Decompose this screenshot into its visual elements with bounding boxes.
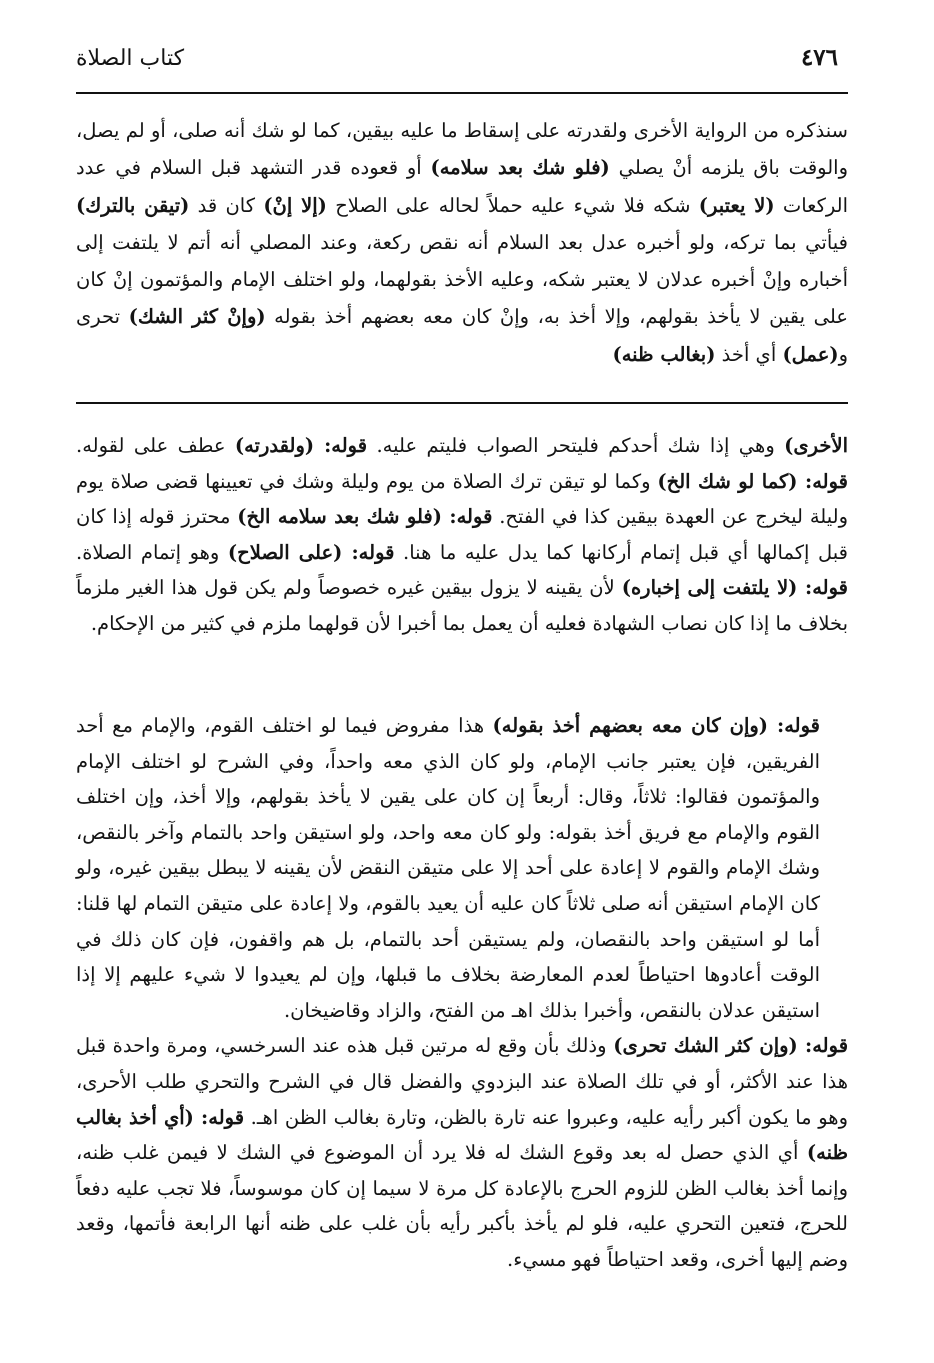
- text-run: وكما لو تيقن ترك الصلاة من يوم وليلة وشك في تعيينها قضى صلاة يوم وليلة ليخرج عن العهدة بيقين كذا في الفتح.: [76, 469, 848, 529]
- text-run: هذا مفروض فيما لو اختلف القوم، والإمام مع أحد الفريقين، فإن يعتبر جانب الإمام، ولو كان الذي معه واحداً، وفي الشرح لو اختلف الإمام والمؤتمون فقالوا: ثلاثاً، وقال: أربعاً إن كان على يقين لا يأخذ بقولهم، وإلا أخذ، وإن اختلف القوم والإمام مع فريق أخذ بقوله: ولو كان معه واحد، ولو استيقن واحد بالتمام وآخر بالنقص، وشك الإمام والقوم لا إعادة على أحد إلا على متيقن النقض لأن يقينه لا يبطل بيقين غيره، ولو كان الإمام استيقن أنه صلى ثلاثاً كان عليه أن يعيد بالقوم، ولا إعادة على متيقن التمام لها قلنا: أما لو استيقن واحد بالنقصان، ولم يستيقن أحد بالتمام، بل هم واقفون، فإن كان ذلك في الوقت أعادوها احتياطاً لعدم المعارضة بخلاف ما قبلها، وإن لم يعيدوا لا شيء عليهم إلا إذا استيقن عدلان بالنقص، وأخبرا بذلك اهـ من الفتح، والزاد وقاضيخان.: [76, 714, 820, 1022]
- bold-phrase: قوله: (لا يلتفت إلى إخباره): [621, 576, 848, 600]
- bold-phrase: (عمل): [782, 342, 839, 366]
- bold-phrase: قوله: (فلو شك بعد سلامه الخ): [237, 505, 493, 529]
- paragraph: [76, 1028, 848, 1277]
- bold-phrase: قوله: (وإن كثر الشك تحرى): [613, 1034, 849, 1058]
- header-divider: [76, 92, 848, 94]
- commentary-divider: [76, 402, 848, 404]
- bold-phrase: قوله: (أي أخذ بغالب ظنه): [76, 1105, 848, 1165]
- text-run: لأن يقينه لا يزول بيقين غيره خصوصاً ولم يكن قول هذا الغير ملزماً بخلاف ما إذا كان نصاب الشهادة فعليه أن يعمل بما أخبرا لأن قولهما ملزم في كثير من الإحكام.: [76, 576, 848, 635]
- bold-phrase: قوله: (وإن كان معه بعضهم أخذ بقوله): [492, 714, 820, 737]
- bold-phrase: قوله: (كما لو شك الخ): [657, 469, 848, 493]
- text-run: تحرى و: [76, 305, 848, 366]
- bold-phrase: (لا يعتبر): [698, 193, 775, 217]
- bold-phrase: (فلو شك بعد سلامه): [430, 156, 610, 180]
- text-run: عطف على لقوله.: [76, 434, 235, 457]
- main-text: [76, 112, 848, 373]
- page-header: [68, 42, 852, 82]
- commentary-section-1: [76, 428, 848, 642]
- text-run: فيأتي بما تركه، ولو أخبره عدل بعد السلام أنه نقص ركعة، وعند المصلي أنه أتم لا يلتفت إلى أخباره وإنْ أخبره عدلان لا يعتبر شكه، وعليه الأخذ بقولهما، ولو اختلف الإمام والمؤتمون إنْ كان على يقين لا يأخذ بقولهم، وإلا أخذ به، وإنْ كان معه بعضهم أخذ بقوله: [76, 230, 848, 329]
- commentary-section-2: [76, 708, 848, 1278]
- bold-phrase: (بغالب ظنه): [612, 342, 716, 366]
- bold-phrase: الأخرى): [784, 434, 848, 457]
- paragraph: [76, 428, 848, 642]
- text-run: محترز قوله إذا كان قبل إكمالها أي قبل إتمام أركانها كما يدل عليه ما هنا.: [76, 505, 849, 564]
- text-run: سنذكره من الرواية الأخرى ولقدرته على إسقاط ما عليه بيقين، كما لو شك أنه صلى، أو لم يصل، والوقت باق يلزمه أنْ يصلي: [76, 119, 848, 180]
- text-run: وذلك بأن وقع له مرتين قبل هذه عند السرخسي، ومرة واحدة قبل هذا عند الأكثر، أو في تلك الصلاة عند البزدوي والفضل قال في الشرح والتحري طلب الأحرى، وهو ما يكون أكبر رأيه عليه، وعبروا عنه تارة بالظن، وتارة بغالب الظن اهـ.: [76, 1034, 849, 1129]
- text-run: وهي إذا شك أحدكم فليتحر الصواب فليتم عليه.: [367, 434, 785, 457]
- text-run: شكه فلا شيء عليه حملاً لحاله على الصلاح: [326, 193, 699, 217]
- chapter-title: كتاب الصلاة: [76, 46, 185, 71]
- text-run: كان قد: [189, 193, 264, 217]
- text-run: أي أخذ: [715, 342, 783, 366]
- bold-phrase: (إلا إنْ): [263, 193, 327, 217]
- bold-phrase: (تيقن بالترك): [76, 193, 190, 217]
- text-run: وهو إتمام الصلاة.: [76, 540, 228, 564]
- paragraph: [76, 708, 848, 1028]
- bold-phrase: قوله: (على الصلاح): [227, 540, 395, 564]
- text-run: أو قعوده قدر التشهد قبل السلام في عدد الركعات: [76, 156, 848, 217]
- bold-phrase: قوله: (ولقدرته): [234, 434, 368, 457]
- bold-phrase: (وإنْ كثر الشك): [128, 305, 266, 329]
- text-run: أي الذي حصل له بعد وقوع الشك له فلا يرد أن الموضوع في الشك لا فيمن غلب ظنه، وإنما أخذ بغالب الظن للزوم الحرج بالإعادة كل مرة لا سيما إن كان موسوساً، فلا تجب عليه دفعاً للحرج، فتعين التحري عليه، فلو لم يأخذ بأكبر رأيه بأن غلب على ظنه أنها الرابعة فأتمها، وقعد وضم إليها أخرى، وقعد احتياطاً فهو مسيء.: [76, 1141, 848, 1271]
- paragraph: [76, 112, 848, 373]
- page-number: ٤٧٦: [800, 44, 838, 71]
